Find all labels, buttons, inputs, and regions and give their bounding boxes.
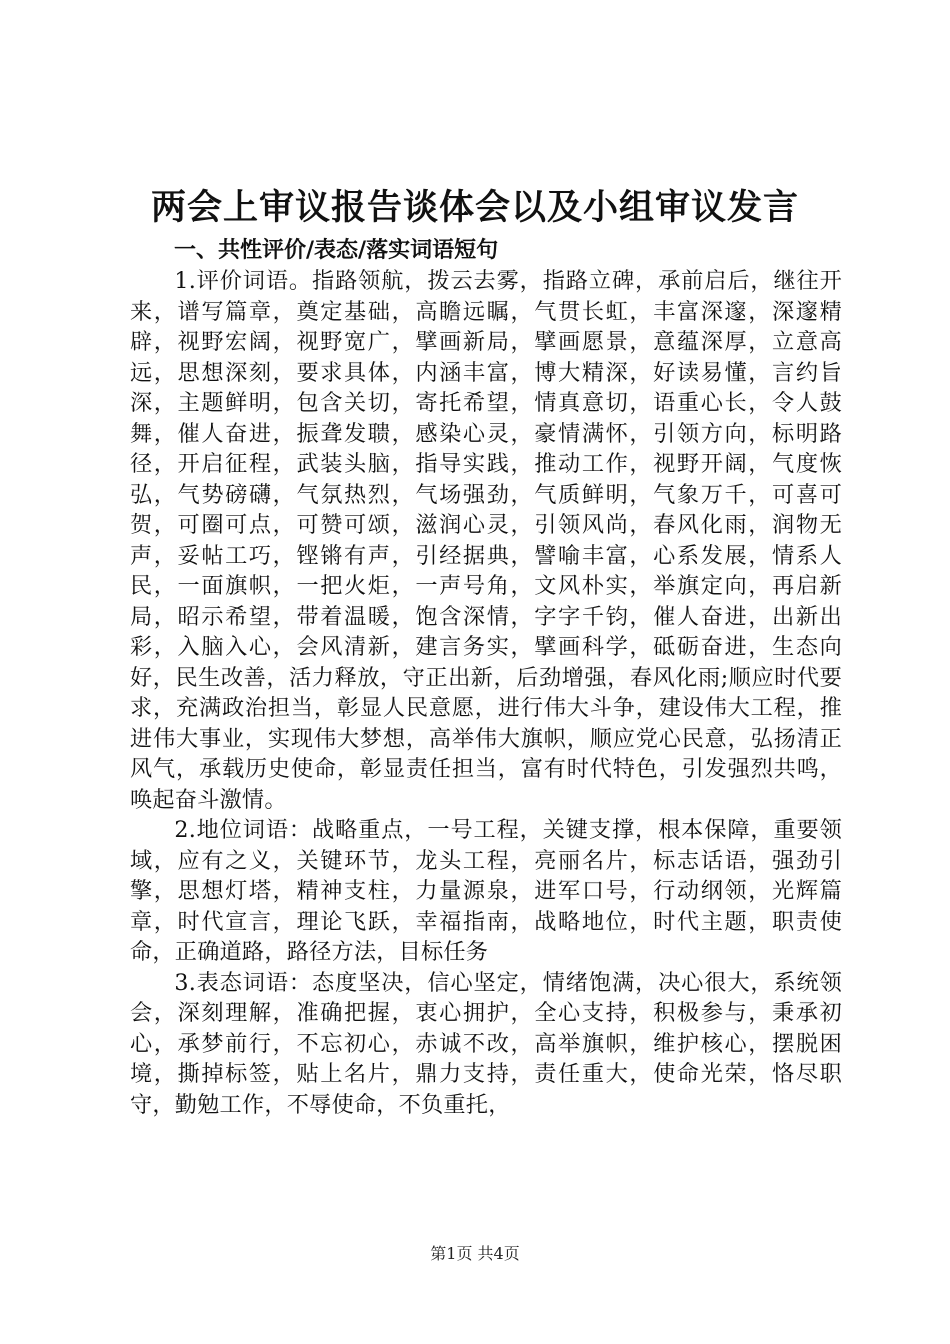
page-number: 第1页 共4页 bbox=[430, 1244, 520, 1263]
document-title: 两会上审议报告谈体会以及小组审议发言 bbox=[150, 188, 799, 228]
section-heading: 一、共性评价/表态/落实词语短句 bbox=[174, 238, 499, 263]
paragraph-attitude-terms: 3.表态词语：态度坚决，信心坚定，情绪饱满，决心很大，系统领会，深刻理解，准确把握，衷心拥护，全心支持，积极参与，秉承初心，承梦前行，不忘初心，赤诚不改，高举旗帜，维护核心，摆脱困境，撕掉标签，贴上名片，鼎力支持，责任重大，使命光荣，恪尽职守，勤勉工作，不辱使命，不负重托， bbox=[130, 969, 842, 1118]
document-body bbox=[130, 266, 842, 1120]
paragraph-evaluation-terms: 1.评价词语。指路领航，拨云去雾，指路立碑，承前启后，继往开来，谱写篇章，奠定基础，高瞻远瞩，气贯长虹，丰富深邃，深邃精辟，视野宏阔，视野宽广，擘画新局，擘画愿景，意蕴深厚，立意高远，思想深刻，要求具体，内涵丰富，博大精深，好读易懂，言约旨深，主题鲜明，包含关切，寄托希望，情真意切，语重心长，令人鼓舞，催人奋进，振聋发聩，感染心灵，豪情满怀，引领方向，标明路径，开启征程，武装头脑，指导实践，推动工作，视野开阔，气度恢弘，气势磅礴，气氛热烈，气场强劲，气质鲜明，气象万千，可喜可贺，可圈可点，可赞可颂，滋润心灵，引领风尚，春风化雨，润物无声，妥帖工巧，铿锵有声，引经据典，譬喻丰富，心系发展，情系人民，一面旗帜，一把火炬，一声号角，文风朴实，举旗定向，再启新局，昭示希望，带着温暖，饱含深情，字字千钧，催人奋进，出新出彩，入脑入心，会风清新，建言务实，擘画科学，砥砺奋进，生态向好，民生改善，活力释放，守正出新，后劲增强，春风化雨;顺应时代要求，充满政治担当，彰显人民意愿，进行伟大斗争，建设伟大工程，推进伟大事业，实现伟大梦想，高举伟大旗帜，顺应党心民意，弘扬清正风气，承载历史使命，彰显责任担当，富有时代特色，引发强烈共鸣，唤起奋斗激情。 bbox=[130, 268, 842, 813]
paragraph-position-terms: 2.地位词语：战略重点，一号工程，关键支撑，根本保障，重要领域，应有之义，关键环节，龙头工程，亮丽名片，标志话语，强劲引擎，思想灯塔，精神支柱，力量源泉，进军口号，行动纲领，光辉篇章，时代宣言，理论飞跃，幸福指南，战略地位，时代主题，职责使命，正确道路，路径方法，目标任务 bbox=[130, 817, 842, 965]
